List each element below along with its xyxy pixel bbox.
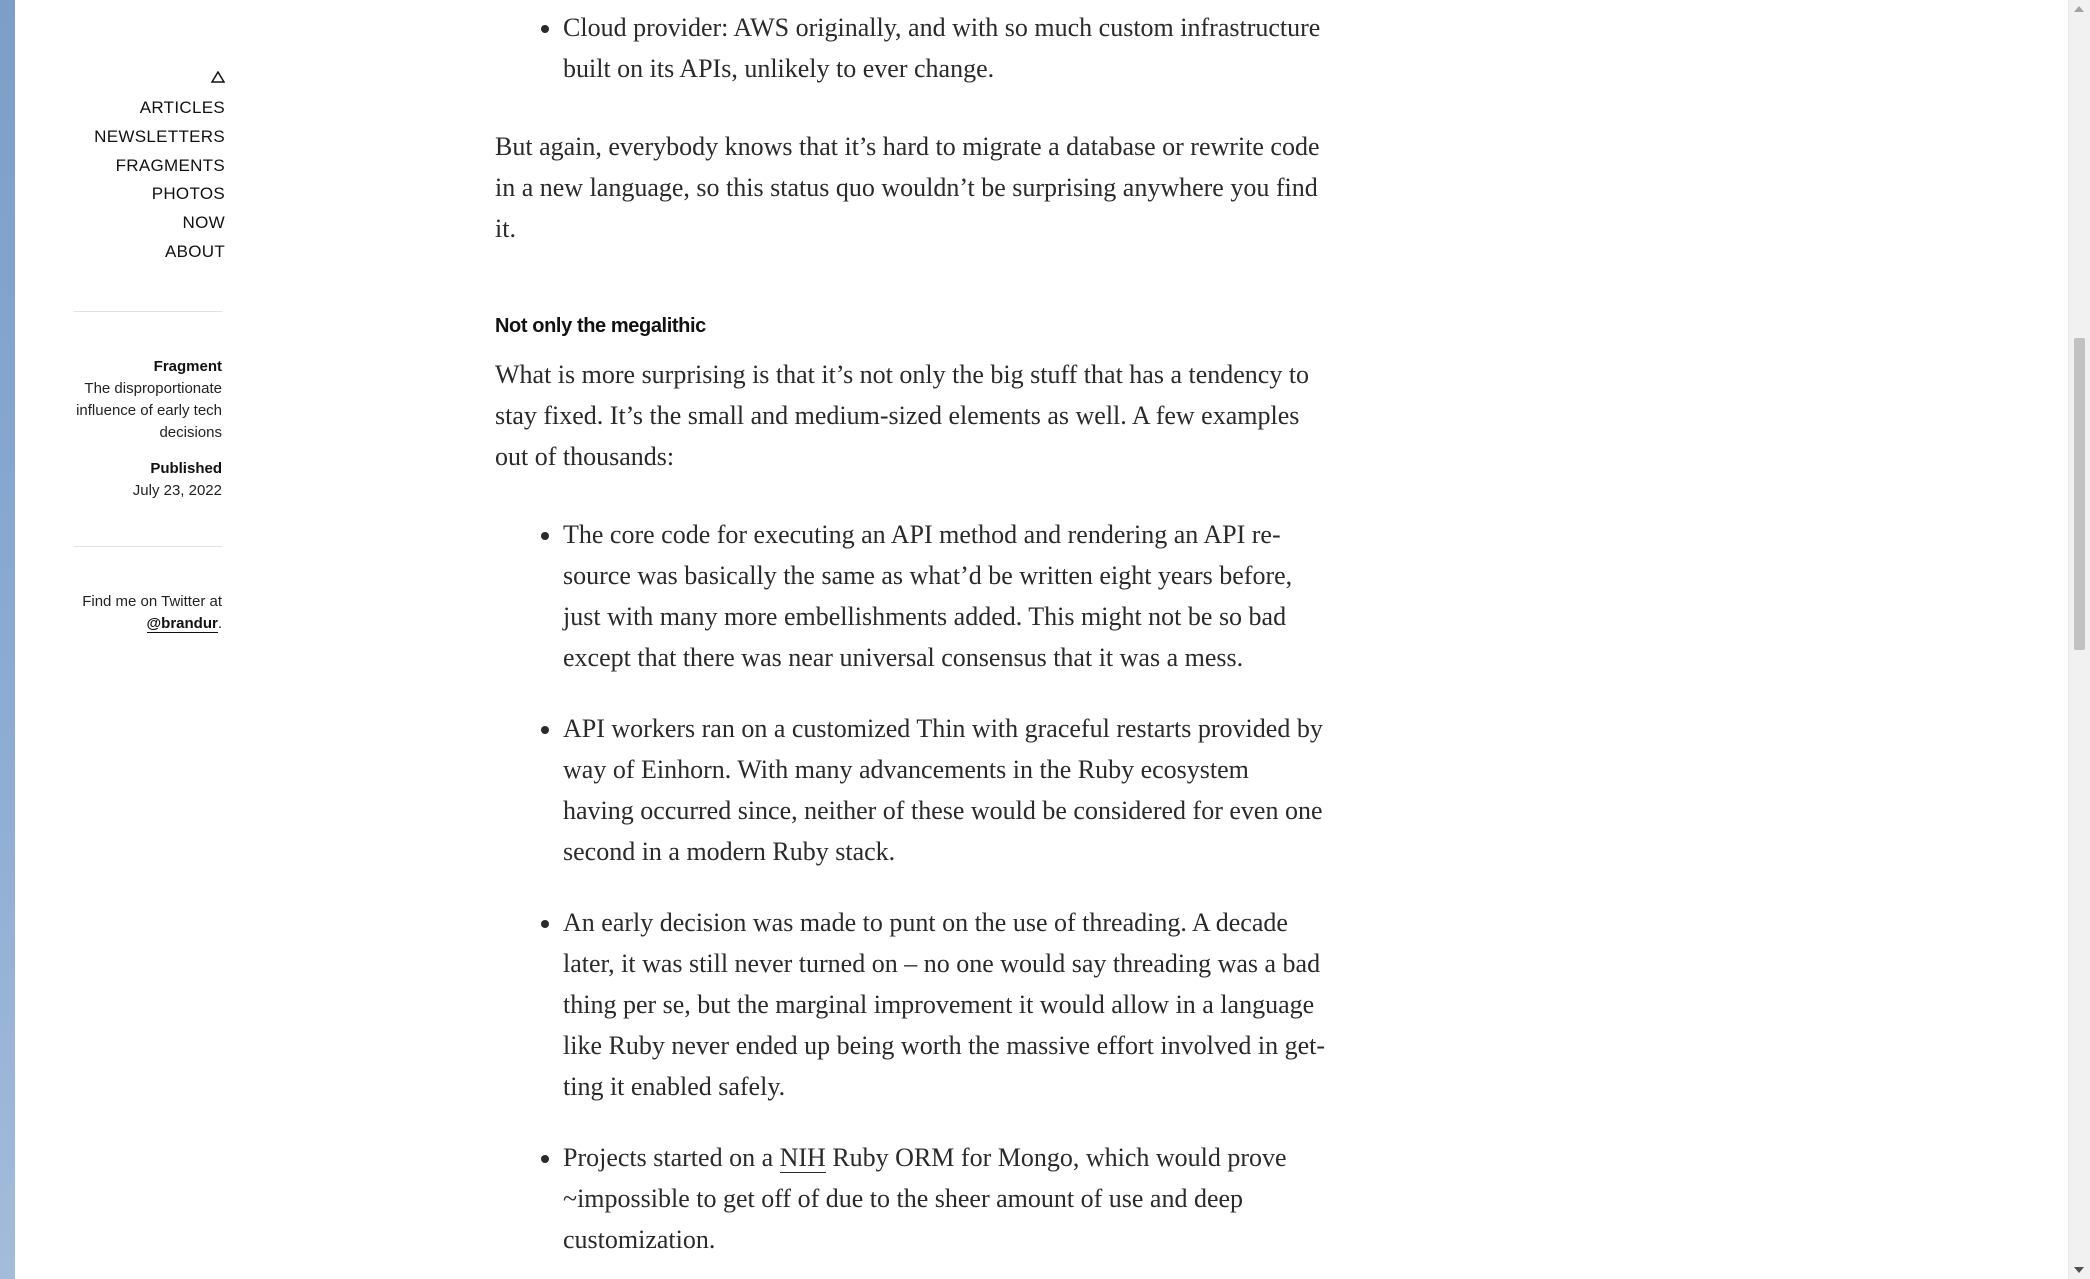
- list-item-suffix: Ruby ORM for Mongo, which would prove ~impossible to get off of due to the sheer amount of use and deep customization.: [563, 1143, 1287, 1254]
- paragraph: What is more surprising is that it’s not only the big stuff that has a tendency to stay fixed. It’s the small and medium-sized elements as well. A few examples out of thousands:: [495, 360, 1310, 471]
- nih-abbreviation[interactable]: NIH: [779, 1143, 826, 1172]
- nav-articles[interactable]: ARTICLES: [139, 98, 225, 117]
- fragment-label: Fragment: [153, 357, 222, 375]
- twitter-note: [60, 591, 225, 635]
- scroll-down-arrow-icon[interactable]: [2074, 1267, 2084, 1273]
- scrollbar-thumb[interactable]: [2074, 338, 2085, 650]
- list-item: [563, 1137, 1325, 1260]
- vertical-scrollbar[interactable]: [2068, 0, 2090, 1279]
- section-heading: Not only the megalithic: [495, 315, 706, 337]
- twitter-prefix: Find me on Twitter at: [82, 592, 222, 610]
- scroll-up-arrow-icon[interactable]: [2074, 6, 2084, 12]
- published-date: July 23, 2022: [132, 481, 222, 499]
- left-color-stripe: [0, 0, 15, 1279]
- main-nav: [60, 94, 225, 267]
- twitter-handle-link[interactable]: @brandur: [146, 614, 218, 632]
- list-item: • The core code for executing an API method and rendering an API resource was basically the same as what’d be written eight years before, just with many more embellishments added. This might not be so bad except that there was near universal consensus that it was a mess.: [563, 514, 1325, 678]
- published-label: Published: [150, 459, 222, 477]
- list-item: • API workers ran on a customized Thin with graceful restarts provided by way of Einhorn. With many advancements in the Ruby ecosystem having occurred since, neither of these would be considered for even one second in a modern Ruby stack.: [563, 708, 1325, 872]
- article-content: [495, 0, 1325, 1260]
- triangle-up-icon[interactable]: [60, 70, 225, 92]
- bullet-list-top: [495, 7, 1325, 89]
- sidebar-divider: [74, 546, 222, 547]
- nav-newsletters[interactable]: NEWSLETTERS: [94, 126, 225, 146]
- list-item: • An early decision was made to punt on the use of threading. A decade later, it was still never turned on – no one would say threading was a bad thing per se, but the marginal improvement it would allow in a language like Ruby never ended up being worth the massive effort involved in getting it enabled safely.: [563, 902, 1325, 1107]
- nav-photos[interactable]: PHOTOS: [151, 184, 225, 204]
- sidebar-divider: [74, 311, 222, 312]
- bullet-list: [495, 514, 1325, 1260]
- nav-now[interactable]: NOW: [182, 213, 225, 233]
- list-item-prefix: Projects started on a: [563, 1143, 774, 1172]
- twitter-suffix: .: [217, 614, 222, 632]
- paragraph: But again, everybody knows that it’s hard to migrate a database or rewrite code in a new language, so this status quo wouldn’t be surprising anywhere you find it.: [495, 132, 1320, 243]
- nav-about[interactable]: ABOUT: [164, 241, 225, 261]
- nav-fragments[interactable]: FRAGMENTS: [115, 155, 225, 175]
- sidebar: [60, 70, 225, 635]
- list-item: • Cloud provider: AWS originally, and with so much custom infrastructure built on its APIs, unlikely to ever change.: [563, 7, 1325, 89]
- fragment-title: The disproportionate influence of early tech decisions: [76, 379, 222, 441]
